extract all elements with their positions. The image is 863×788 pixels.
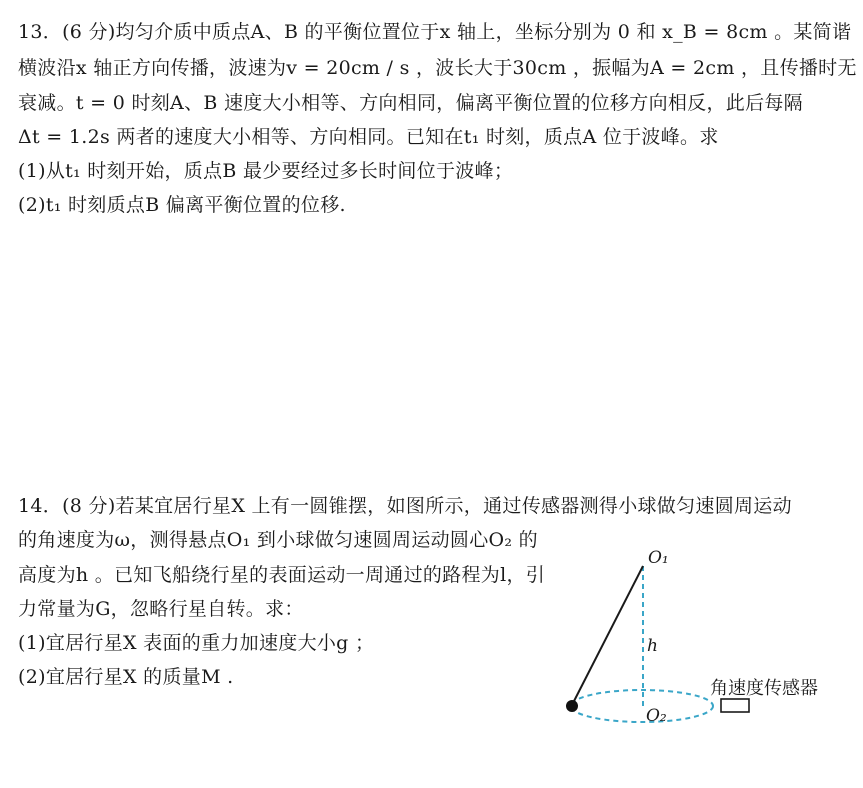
q14-line-1: 14．(8 分)若某宜居行星X 上有一圆锥摆，如图所示，通过传感器测得小球做匀速圆周运动 <box>18 495 792 517</box>
q14-line-2: 的角速度为ω，测得悬点O₁ 到小球做匀速圆周运动圆心O₂ 的 <box>18 529 538 551</box>
label-h: h <box>647 636 658 656</box>
q14-line-5: (1)宜居行星X 表面的重力加速度大小g ； <box>18 632 375 654</box>
q13-line-1: 13．(6 分)均匀介质中质点A、B 的平衡位置位于x 轴上，坐标分别为 0 和 x_B = 8cm 。某简谐 <box>18 21 852 43</box>
label-o2: O₂ <box>646 706 667 726</box>
q14-line-3: 高度为h 。已知飞船绕行星的表面运动一周通过的路程为l，引 <box>18 564 546 586</box>
sensor-box <box>721 699 749 712</box>
q13-line-5: (1)从t₁ 时刻开始，质点B 最少要经过多长时间位于波峰； <box>18 160 514 182</box>
q14-line-4: 力常量为G，忽略行星自转。求： <box>18 598 304 620</box>
q13-line-2: 横波沿x 轴正方向传播，波速为v = 20cm / s ，波长大于30cm ，振幅为A = 2cm ，且传播时无 <box>18 57 857 79</box>
label-o1: O₁ <box>648 548 669 568</box>
q13-line-4: Δt = 1.2s 两者的速度大小相等、方向相同。已知在t₁ 时刻，质点A 位于波峰。求 <box>18 126 719 148</box>
q13-line-3: 衰减。t = 0 时刻A、B 速度大小相等、方向相同，偏离平衡位置的位移方向相反，此后每隔 <box>18 92 803 114</box>
sensor-label: 角速度传感器 <box>710 678 818 699</box>
pendulum-ball <box>566 700 578 712</box>
q13-line-6: (2)t₁ 时刻质点B 偏离平衡位置的位移. <box>18 194 346 216</box>
pendulum-string <box>572 566 643 705</box>
q14-line-6: (2)宜居行星X 的质量M . <box>18 666 234 688</box>
